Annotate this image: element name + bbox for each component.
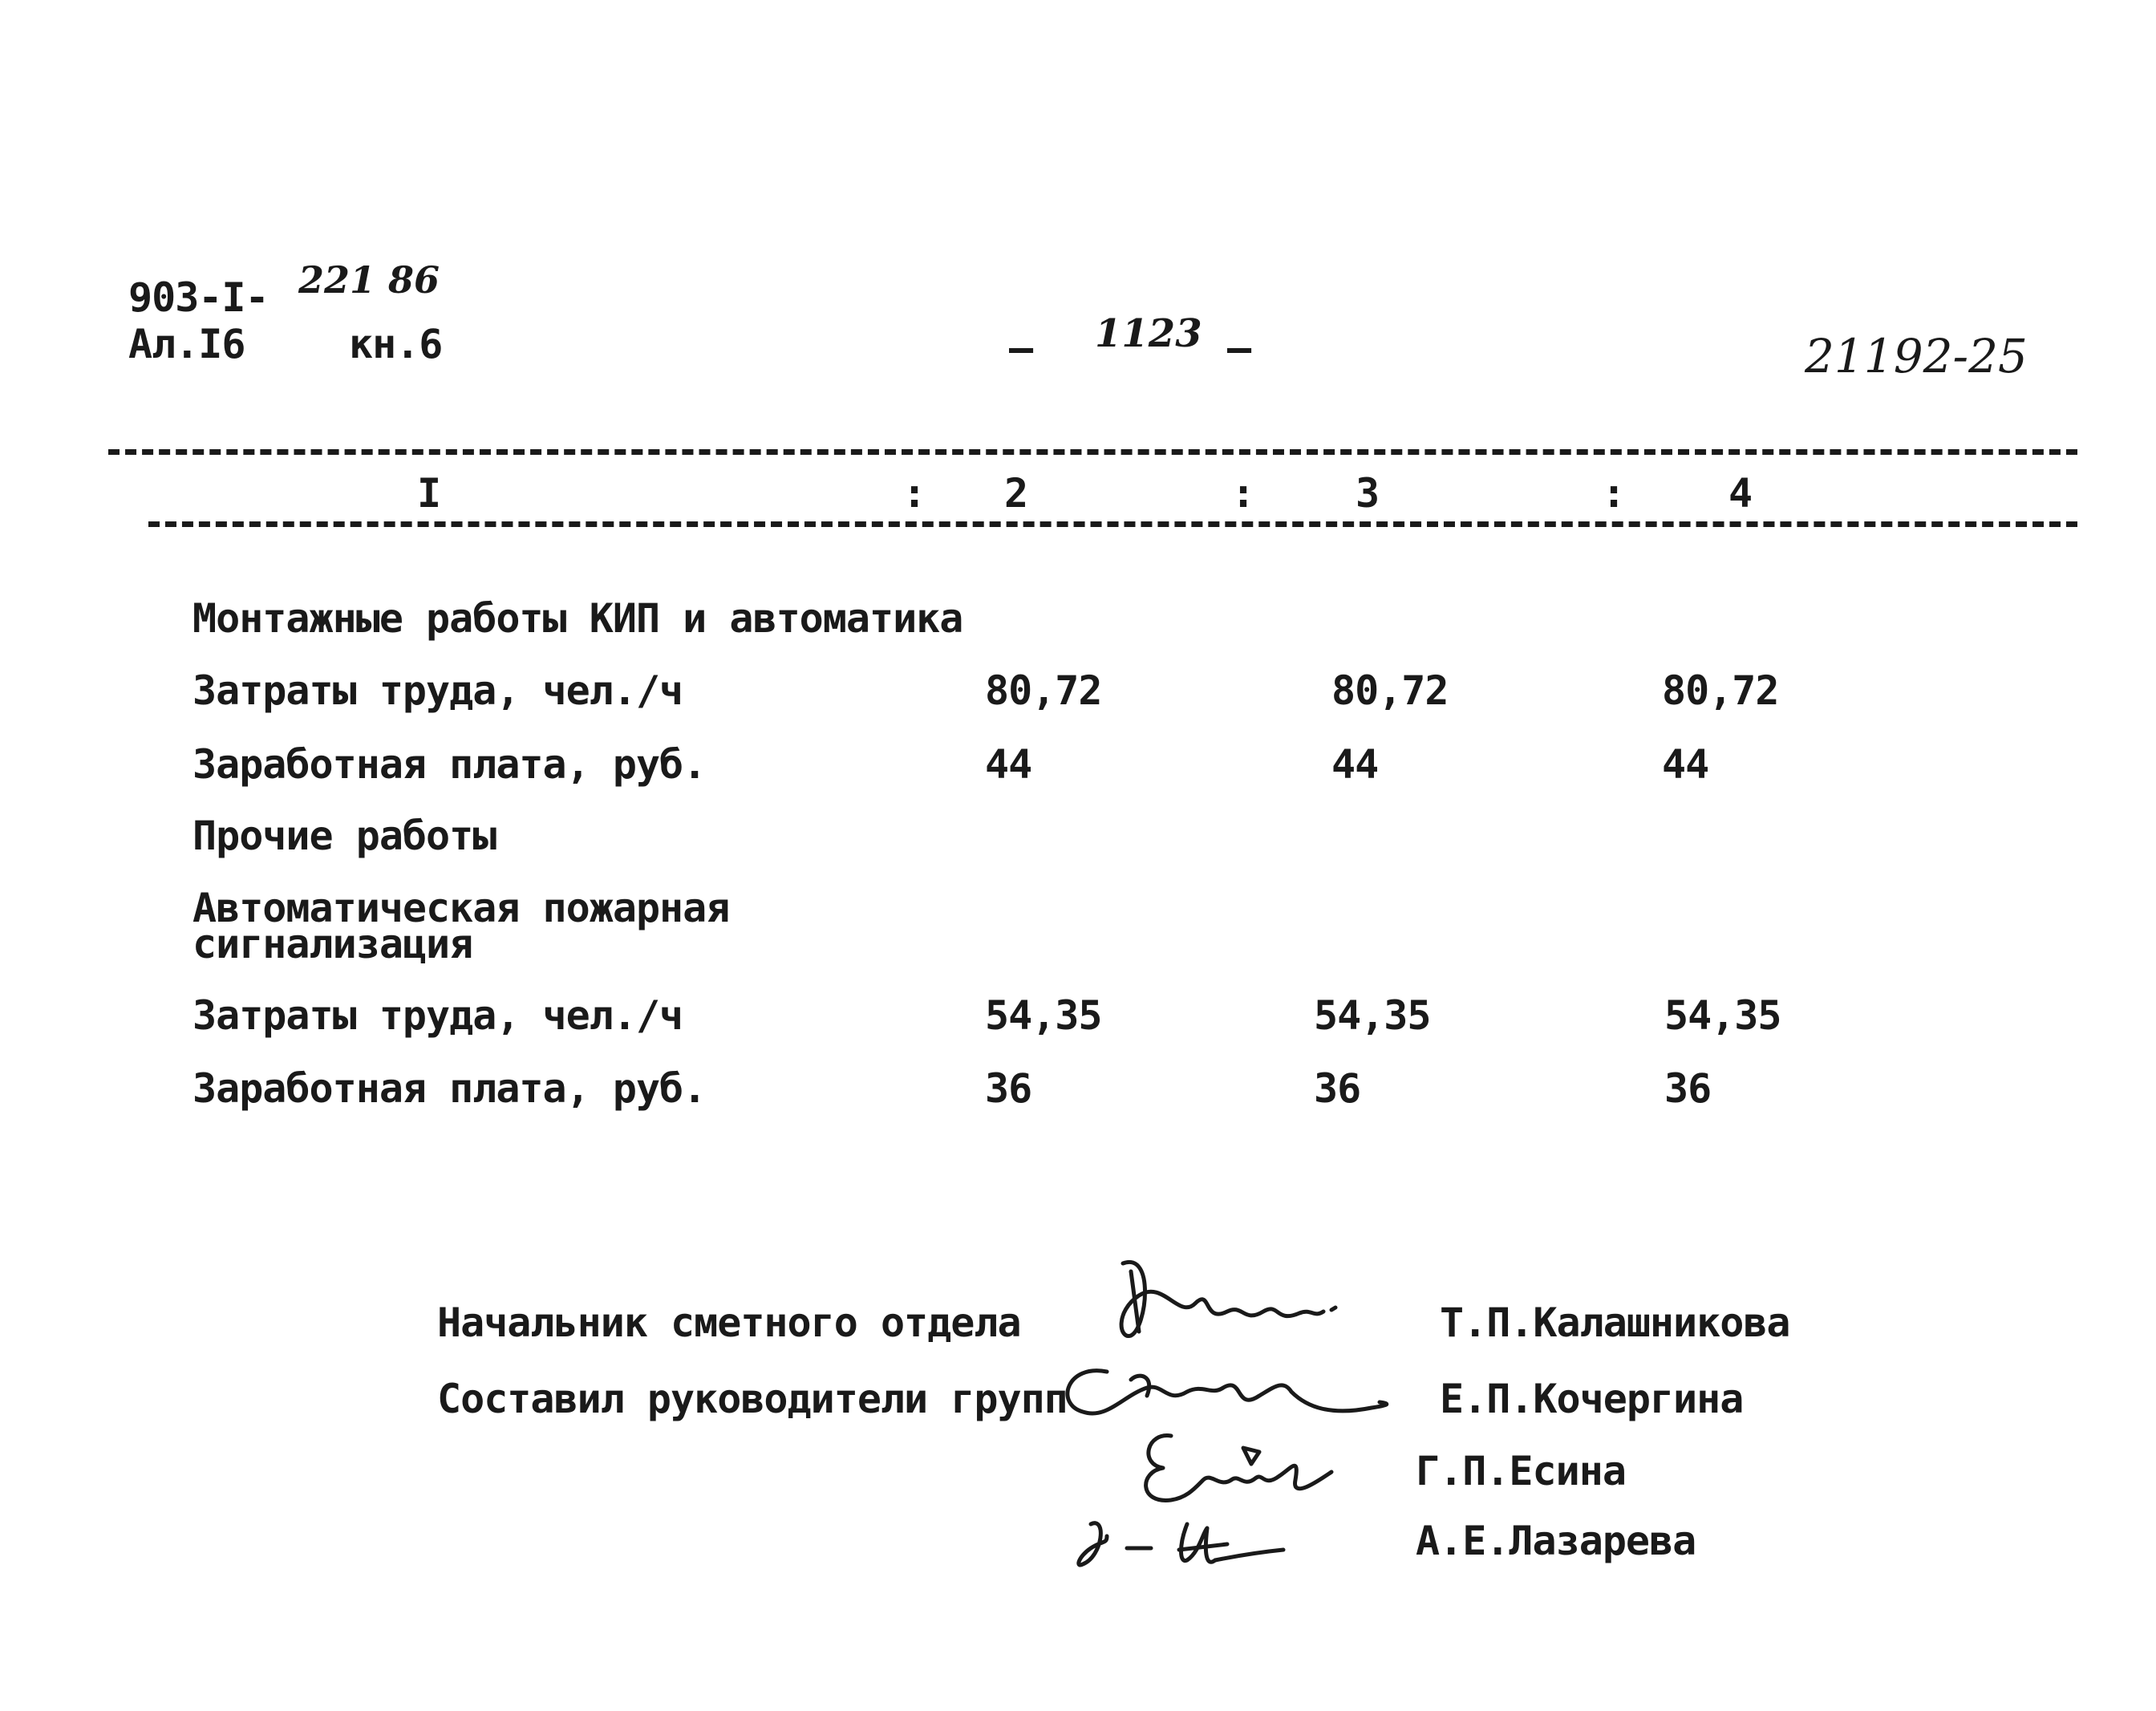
page-number: 1123	[1095, 311, 1202, 356]
page-dash-left: –	[1009, 325, 1033, 371]
group-leader-name-2: Г.П.Есина	[1416, 1448, 1626, 1494]
cell-col-3: 54,35	[1314, 992, 1431, 1039]
head-of-department-title: Начальник сметного отдела	[437, 1299, 1021, 1346]
section-title-fire-alarm: Автоматическая пожарная	[192, 885, 730, 931]
column-header-3: 3	[1356, 470, 1380, 517]
cell-col-4: 44	[1662, 741, 1709, 788]
document-code-handwritten: 221 86	[298, 258, 440, 302]
head-of-department-name: Т.П.Калашникова	[1440, 1299, 1790, 1346]
column-header-1: I	[417, 470, 441, 517]
signature-kochergina	[1051, 1348, 1396, 1436]
column-separator-1: :	[902, 470, 926, 517]
cell-col-4: 54,35	[1664, 992, 1781, 1039]
row-label: Заработная плата, руб.	[192, 741, 707, 788]
cell-col-3: 36	[1314, 1065, 1361, 1112]
group-leader-name-3: А.Е.Лазарева	[1416, 1518, 1696, 1564]
cell-col-2: 54,35	[985, 992, 1102, 1039]
section-title-other-works: Прочие работы	[192, 813, 496, 859]
row-label: Затраты труда, чел./ч	[192, 992, 683, 1039]
cell-col-2: 36	[985, 1065, 1032, 1112]
album-label: Ал.I6	[128, 321, 245, 367]
column-separator-3: :	[1602, 470, 1626, 517]
cell-col-4: 36	[1664, 1065, 1712, 1112]
compiled-by-title: Составил руководители групп	[437, 1376, 1068, 1422]
column-header-4: 4	[1728, 470, 1753, 517]
document-code-prefix: 903-I-	[128, 274, 269, 321]
table-top-rule	[108, 449, 2077, 455]
group-leader-name-1: Е.П.Кочергина	[1440, 1376, 1744, 1422]
inventory-number: 21192-25	[1805, 329, 2028, 383]
cell-col-3: 44	[1331, 741, 1379, 788]
signature-esina	[1123, 1424, 1356, 1512]
cell-col-3: 80,72	[1331, 667, 1449, 714]
column-header-2: 2	[1004, 470, 1028, 517]
table-header-bottom-rule	[148, 521, 2077, 527]
section-title-fire-alarm-line2: сигнализация	[192, 921, 473, 967]
cell-col-4: 80,72	[1662, 667, 1779, 714]
section-title-instrumentation: Монтажные работы КИП и автоматика	[192, 595, 963, 642]
page-dash-right: –	[1227, 325, 1251, 371]
cell-col-2: 44	[985, 741, 1032, 788]
row-label: Затраты труда, чел./ч	[192, 667, 683, 714]
book-label: кн.6	[349, 321, 443, 367]
cell-col-2: 80,72	[985, 667, 1102, 714]
column-separator-2: :	[1231, 470, 1255, 517]
signature-lazareva	[1059, 1500, 1299, 1588]
signature-head	[1107, 1247, 1348, 1352]
row-label: Заработная плата, руб.	[192, 1065, 707, 1112]
